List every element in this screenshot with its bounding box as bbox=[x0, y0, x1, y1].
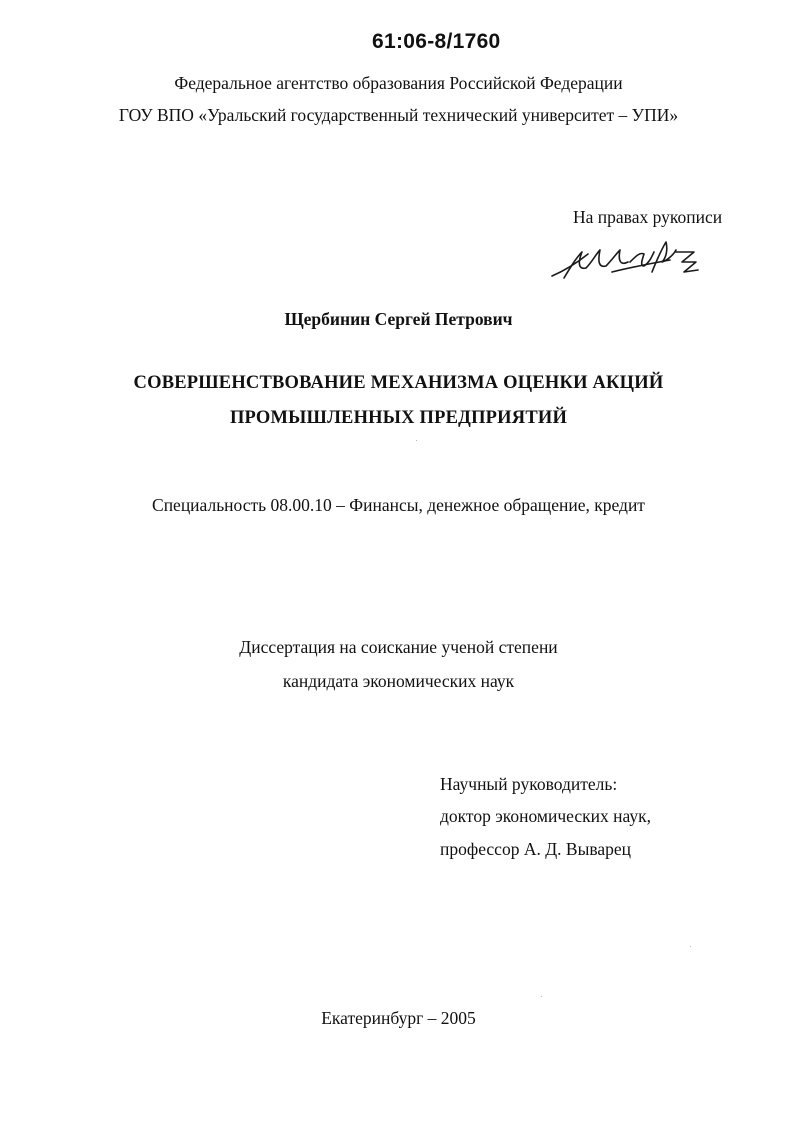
manuscript-note: На правах рукописи bbox=[573, 207, 723, 227]
supervisor-degree: доктор экономических наук, bbox=[440, 806, 651, 826]
scan-speck bbox=[541, 996, 542, 997]
degree-line-1: Диссертация на соискание ученой степени bbox=[239, 637, 558, 657]
scan-speck bbox=[690, 946, 691, 947]
supervisor-name: профессор А. Д. Выварец bbox=[440, 839, 632, 859]
agency-line: Федеральное агентство образования Российской Федерации bbox=[174, 73, 623, 93]
city-year: Екатеринбург – 2005 bbox=[321, 1008, 476, 1028]
degree-line-2: кандидата экономических наук bbox=[282, 671, 515, 691]
specialty-line: Специальность 08.00.10 – Финансы, денежное обращение, кредит bbox=[152, 495, 645, 515]
scan-speck bbox=[416, 440, 417, 441]
thesis-title-line-2: ПРОМЫШЛЕННЫХ ПРЕДПРИЯТИЙ bbox=[229, 408, 568, 428]
thesis-title-line-1: СОВЕРШЕНСТВОВАНИЕ МЕХАНИЗМА ОЦЕНКИ АКЦИЙ bbox=[133, 373, 664, 393]
author-name: Щербинин Сергей Петрович bbox=[284, 309, 513, 329]
archive-code-stamp: 61:06-8/1760 bbox=[372, 30, 501, 53]
handwritten-signature bbox=[548, 232, 708, 292]
supervisor-label: Научный руководитель: bbox=[440, 774, 618, 794]
university-line: ГОУ ВПО «Уральский государственный технический университет – УПИ» bbox=[118, 105, 679, 125]
